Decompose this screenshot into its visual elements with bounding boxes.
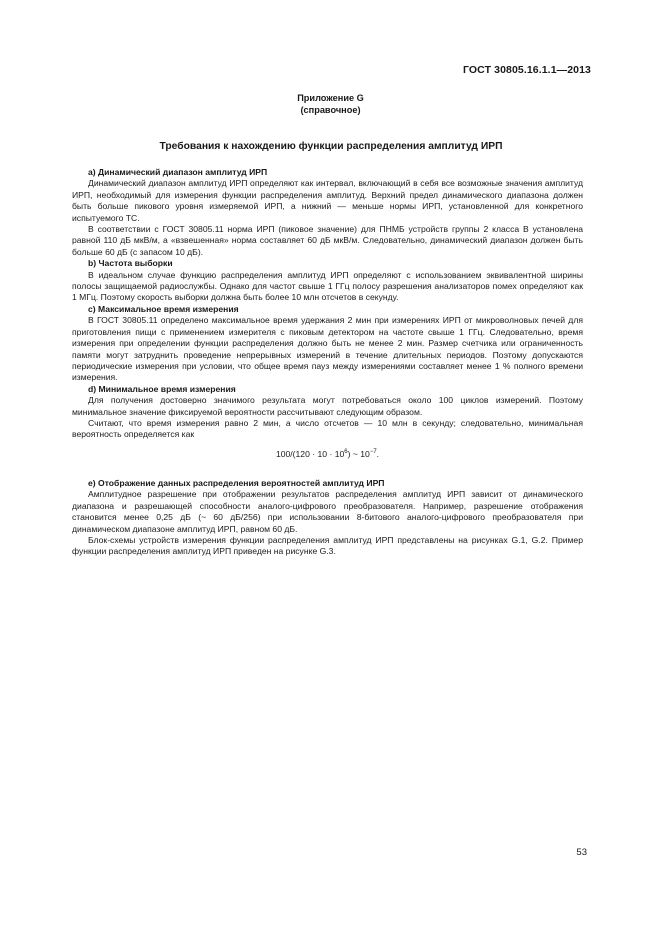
section-b-paragraph-1: В идеальном случае функцию распределения амплитуд ИРП определяют с использованием эквивалентной ширины полосы защищаемой радиослужбы. Однако для частот свыше 1 ГГц полосу разрешения анализаторов помех определяют как 1 МГц. Поэтому скорость выборки должна быть более 10 млн отсчетов в секунду. (72, 269, 583, 303)
section-d-heading: d) Минимальное время измерения (88, 383, 236, 394)
section-a-heading: а) Динамический диапазон амплитуд ИРП (88, 167, 268, 177)
appendix-heading (0, 92, 661, 116)
appendix-label: Приложение G (297, 93, 364, 103)
formula-end: . (376, 448, 380, 459)
body-text (72, 167, 583, 558)
section-e-paragraph-2: Блок-схемы устройств измерения функции распределения амплитуд ИРП представлены на рисунках G.1, G.2. Пример функции распределения амплитуд ИРП приведен на рисунке G.3. (72, 535, 583, 557)
page-number: 53 (576, 847, 587, 858)
section-e-paragraph-1: Амплитудное разрешение при отображении результатов распределения амплитуд ИРП зависит от динамического диапазона и разрешающей способности аналого-цифрового преобразователя. Например, разрешение отображения становится менее 0,25 дБ (~ 60 дБ/256) при использовании 8-битового аналого-цифрового преобразователя при динамическом диапазоне амплитуд ИРП, равном 60 дБ. (72, 489, 583, 534)
section-b-heading: b) Частота выборки (88, 258, 173, 269)
section-a-paragraph-2: В соответствии с ГОСТ 30805.11 норма ИРП (пиковое значение) для ПНМБ устройств группы 2 класса В установлена равной 110 дБ мкВ/м, а «взвешенная» норма составляет 60 дБ мкВ/м. Следовательно, динамический диапазон должен быть больше 60 дБ (с запасом 10 дБ). (72, 224, 583, 257)
appendix-title: Требования к нахождению функции распределения амплитуд ИРП (159, 141, 503, 152)
section-c-heading: с) Максимальное время измерения (88, 303, 239, 314)
section-a-paragraph-1: Динамический диапазон амплитуд ИРП определяют как интервал, включающий в себя все возможные значения амплитуд ИРП, необходимый для измерения функции распределения амплитуд. Верхний предел динамического диапазона должен быть больше пикового уровня измеряемой ИРП, а нижний — меньше нормы ИРП, установленной для конкретного испытуемого ТС. (72, 178, 583, 223)
formula-exponent: 6 (344, 448, 348, 455)
appendix-type: (справочное) (300, 105, 361, 115)
formula-tail-exponent: −7 (369, 448, 377, 455)
formula-tail: ) ~ 10 (347, 448, 370, 459)
section-c-paragraph-1: В ГОСТ 30805.11 определено максимальное время удержания 2 мин при измерениях ИРП от микроволновых печей для приготовления пищи с применением измерителя с пиковым детектором на частоте свыше 1 ГГц. Следовательно, время измерения при определении функции распределения должно быть не менее 2 мин. Размер счетчика или ограниченность памяти могут затруднить проведение непрерывных измерений в течение длительных периодов. Поэтому допускаются периодические измерения при условии, что общее время пауз между измерениями составляет менее 1 % полного времени измерения. (72, 315, 583, 383)
section-e-heading: е) Отображение данных распределения вероятностей амплитуд ИРП (88, 478, 385, 489)
probability-formula (72, 447, 583, 460)
formula-main: 100/(120 · 10 · 10 (275, 448, 345, 459)
section-d-paragraph-2: Считают, что время измерения равно 2 мин, а число отсчетов — 10 млн в секунду; следовательно, минимальная вероятность определяется как (72, 417, 583, 440)
document-code: ГОСТ 30805.16.1.1—2013 (463, 64, 591, 76)
section-d-paragraph-1: Для получения достоверно значимого результата могут потребоваться около 100 циклов измерений. Поэтому минимальное значение фиксируемой вероятности рассчитывают следующим образом. (72, 395, 583, 417)
